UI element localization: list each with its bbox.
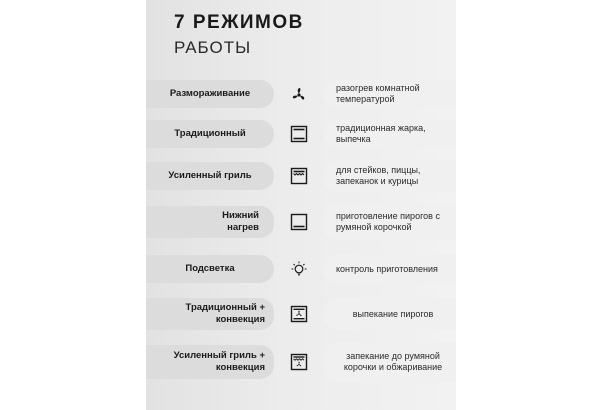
oven-bottom-heat-icon	[288, 211, 310, 233]
mode-description: традиционная жарка, выпечка	[336, 123, 426, 144]
mode-description: разогрев комнатной температурой	[336, 83, 420, 104]
mode-description-pill	[324, 204, 456, 240]
oven-top-bottom-heat-icon	[288, 123, 310, 145]
mode-description: приготовление пирогов с румяной корочкой	[336, 211, 440, 232]
oven-grill-icon	[288, 165, 310, 187]
mode-description-pill	[324, 254, 456, 284]
mode-description-pill	[324, 120, 456, 148]
mode-description: для стейков, пиццы, запеканок и курицы	[336, 165, 421, 186]
mode-name: Традиционный	[174, 128, 246, 139]
mode-name: Усиленный гриль + конвекция	[173, 350, 265, 373]
light-bulb-icon	[288, 258, 310, 280]
mode-name: Размораживание	[169, 88, 251, 99]
fan-icon	[288, 83, 310, 105]
mode-row-grill	[146, 160, 456, 192]
mode-name: Нижний нагрев	[222, 210, 259, 233]
mode-description: контроль приготовления	[336, 263, 438, 274]
mode-row-traditional-convection	[146, 296, 456, 332]
modes-panel	[146, 0, 456, 410]
mode-name-pill	[146, 120, 274, 148]
mode-name: Подсветка	[185, 263, 235, 274]
mode-description-pill	[324, 298, 456, 330]
mode-row-defrost	[146, 80, 456, 108]
mode-name: Усиленный гриль	[168, 170, 252, 181]
mode-name-pill	[146, 162, 274, 190]
mode-row-traditional	[146, 120, 456, 148]
oven-grill-fan-icon	[288, 351, 310, 373]
mode-name-pill	[146, 298, 274, 330]
page-subtitle: РАБОТЫ	[174, 38, 252, 57]
mode-row-grill-convection	[146, 342, 456, 382]
mode-row-light	[146, 254, 456, 284]
mode-description-pill	[324, 80, 456, 108]
mode-description-pill	[324, 160, 456, 192]
mode-description: запекание до румяной корочки и обжаривание	[343, 351, 443, 372]
mode-name: Традиционный + конвекция	[185, 302, 265, 325]
mode-name-pill	[146, 206, 274, 238]
mode-description: выпекание пирогов	[352, 308, 434, 319]
page-title: 7 РЕЖИМОВ	[174, 12, 304, 33]
oven-fan-icon	[288, 303, 310, 325]
mode-name-pill	[146, 255, 274, 283]
mode-name-pill	[146, 345, 274, 379]
mode-name-pill	[146, 80, 274, 108]
mode-description-pill	[324, 342, 456, 382]
mode-row-bottom-heat	[146, 204, 456, 240]
